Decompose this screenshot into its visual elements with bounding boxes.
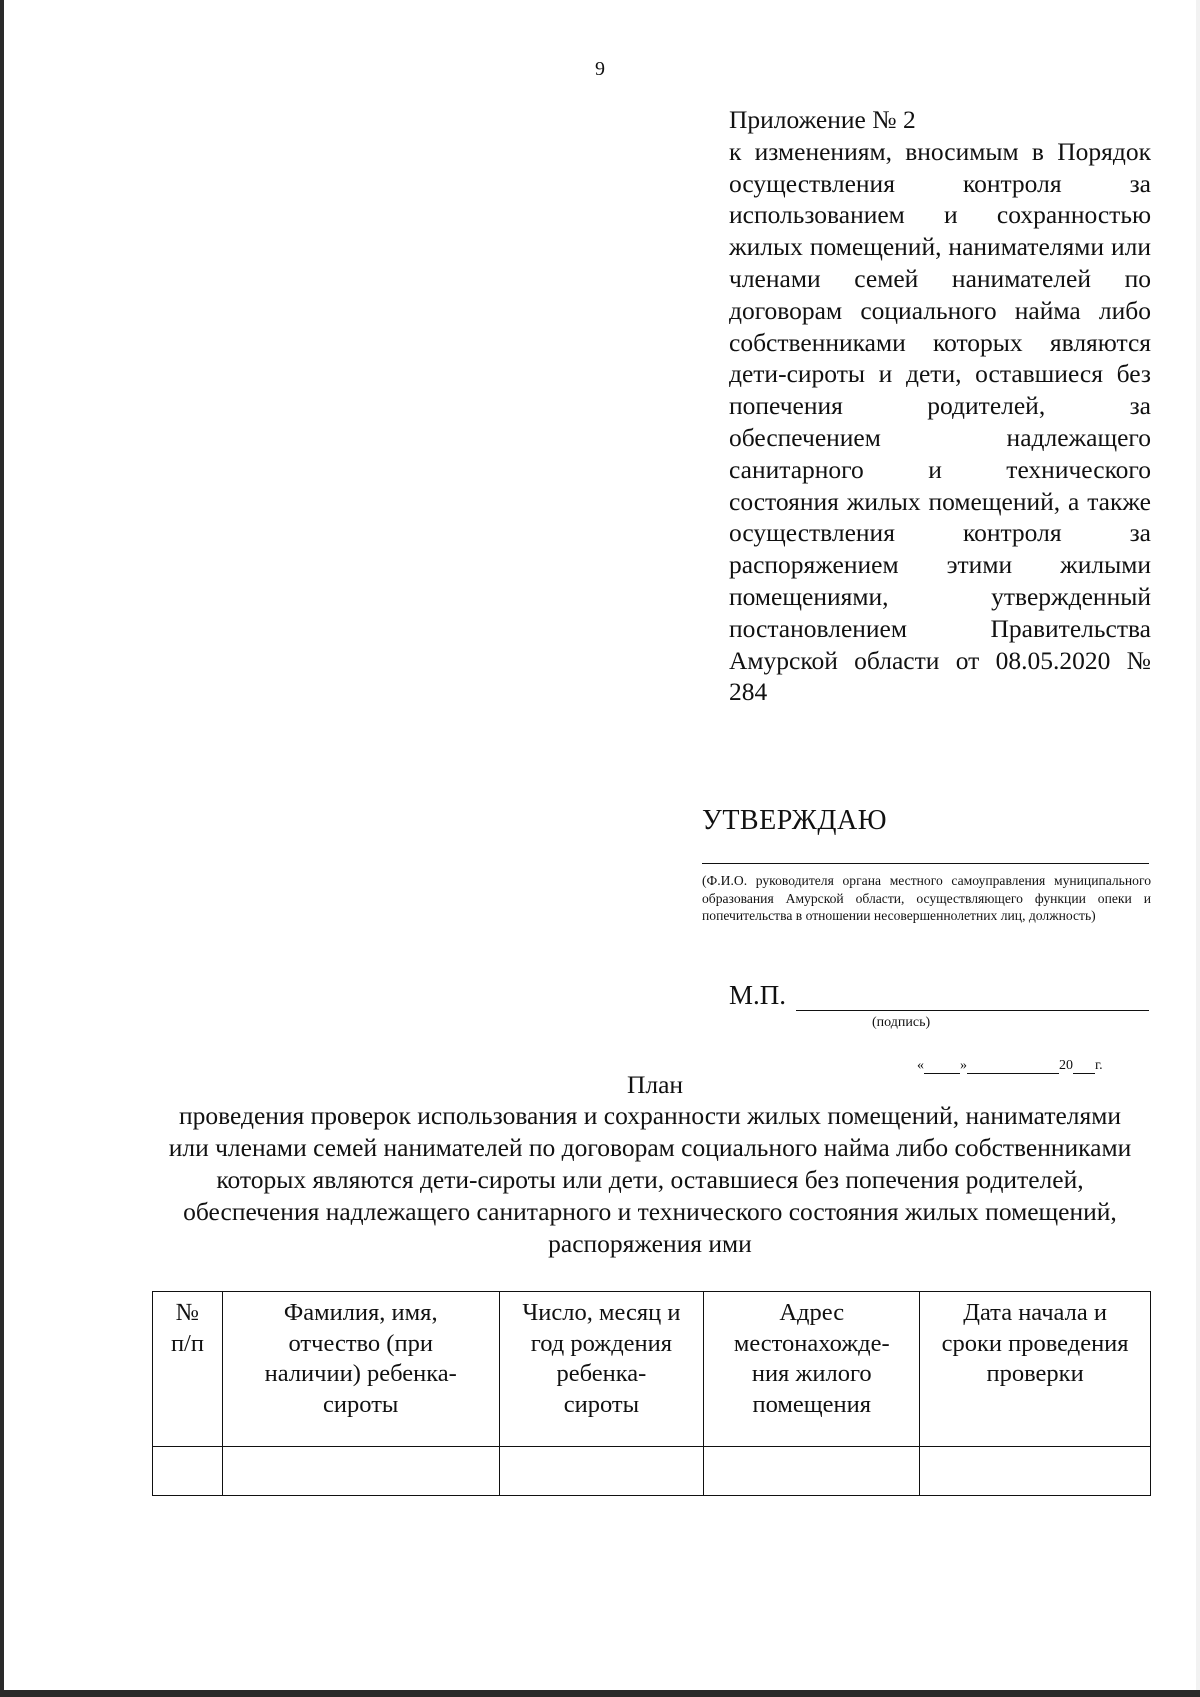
table-row (153, 1447, 1151, 1496)
approval-block (702, 805, 1151, 925)
header-number-text: № п/п (170, 1299, 204, 1357)
date-open-quote: « (917, 1058, 924, 1073)
cell-number (153, 1447, 223, 1496)
page-number: 9 (595, 58, 605, 80)
stamp-row (729, 980, 1149, 1011)
cell-address (704, 1447, 920, 1496)
appendix-block (729, 104, 1151, 708)
stamp-label: М.П. (729, 980, 787, 1010)
scan-right-edge (1196, 0, 1200, 1697)
signature-line (796, 986, 1149, 1011)
cell-date (920, 1447, 1151, 1496)
plan-title: План (626, 1070, 684, 1099)
header-date-text: Дата начала и сроки проведения проверки (941, 1299, 1129, 1387)
table-header-row (153, 1292, 1151, 1447)
header-address-text: Адрес местонахожде- ния жилого помещения (733, 1299, 890, 1418)
header-birth (499, 1292, 704, 1447)
header-birth-text: Число, месяц и год рождения ребенка- сироты (522, 1299, 681, 1418)
cell-name (222, 1447, 499, 1496)
approval-name-line (702, 863, 1149, 864)
date-close-quote: » (960, 1058, 967, 1073)
header-date (920, 1292, 1151, 1447)
header-number (153, 1292, 223, 1447)
appendix-title: Приложение № 2 (729, 105, 916, 134)
scan-left-edge (0, 0, 4, 1697)
plan-subtitle: проведения проверок использования и сохранности жилых помещений, нанимателями или членами семей нанимателей по договорам социального найма либо собственниками которых являются дети-сироты или дети, оставшиеся без попечения родителей, обеспечения надлежащего санитарного и технического состояния жилых помещений, распоряжения ими (168, 1101, 1132, 1258)
header-name-text: Фамилия, имя, отчество (при наличии) ребенка- сироты (264, 1299, 457, 1418)
scan-bottom-edge (0, 1690, 1200, 1697)
approval-caption: (Ф.И.О. руководителя органа местного самоуправления муниципального образования Амурской области, осуществляющего функции опеки и попечительства в отношении несовершеннолетних лиц, должность) (702, 873, 1151, 923)
date-year-suffix: г. (1095, 1058, 1103, 1073)
inspection-table (152, 1291, 1151, 1496)
approval-title: УТВЕРЖДАЮ (702, 805, 887, 836)
date-century: 20 (1059, 1058, 1073, 1073)
header-name (222, 1292, 499, 1447)
header-address (704, 1292, 920, 1447)
appendix-body: к изменениям, вносимым в Порядок осуществления контроля за использованием и сохранностью жилых помещений, нанимателями или членами семей нанимателей по договорам социального найма либо собственниками которых являются дети-сироты и дети, оставшиеся без попечения родителей, за обеспечением надлежащего санитарного и технического состояния жилых помещений, а также осуществления контроля за распоряжением этими жилыми помещениями, утвержденный постановлением Правительства Амурской области от 08.05.2020 № 284 (729, 136, 1151, 707)
signature-caption: (подпись) (872, 1015, 931, 1030)
cell-birth (499, 1447, 704, 1496)
